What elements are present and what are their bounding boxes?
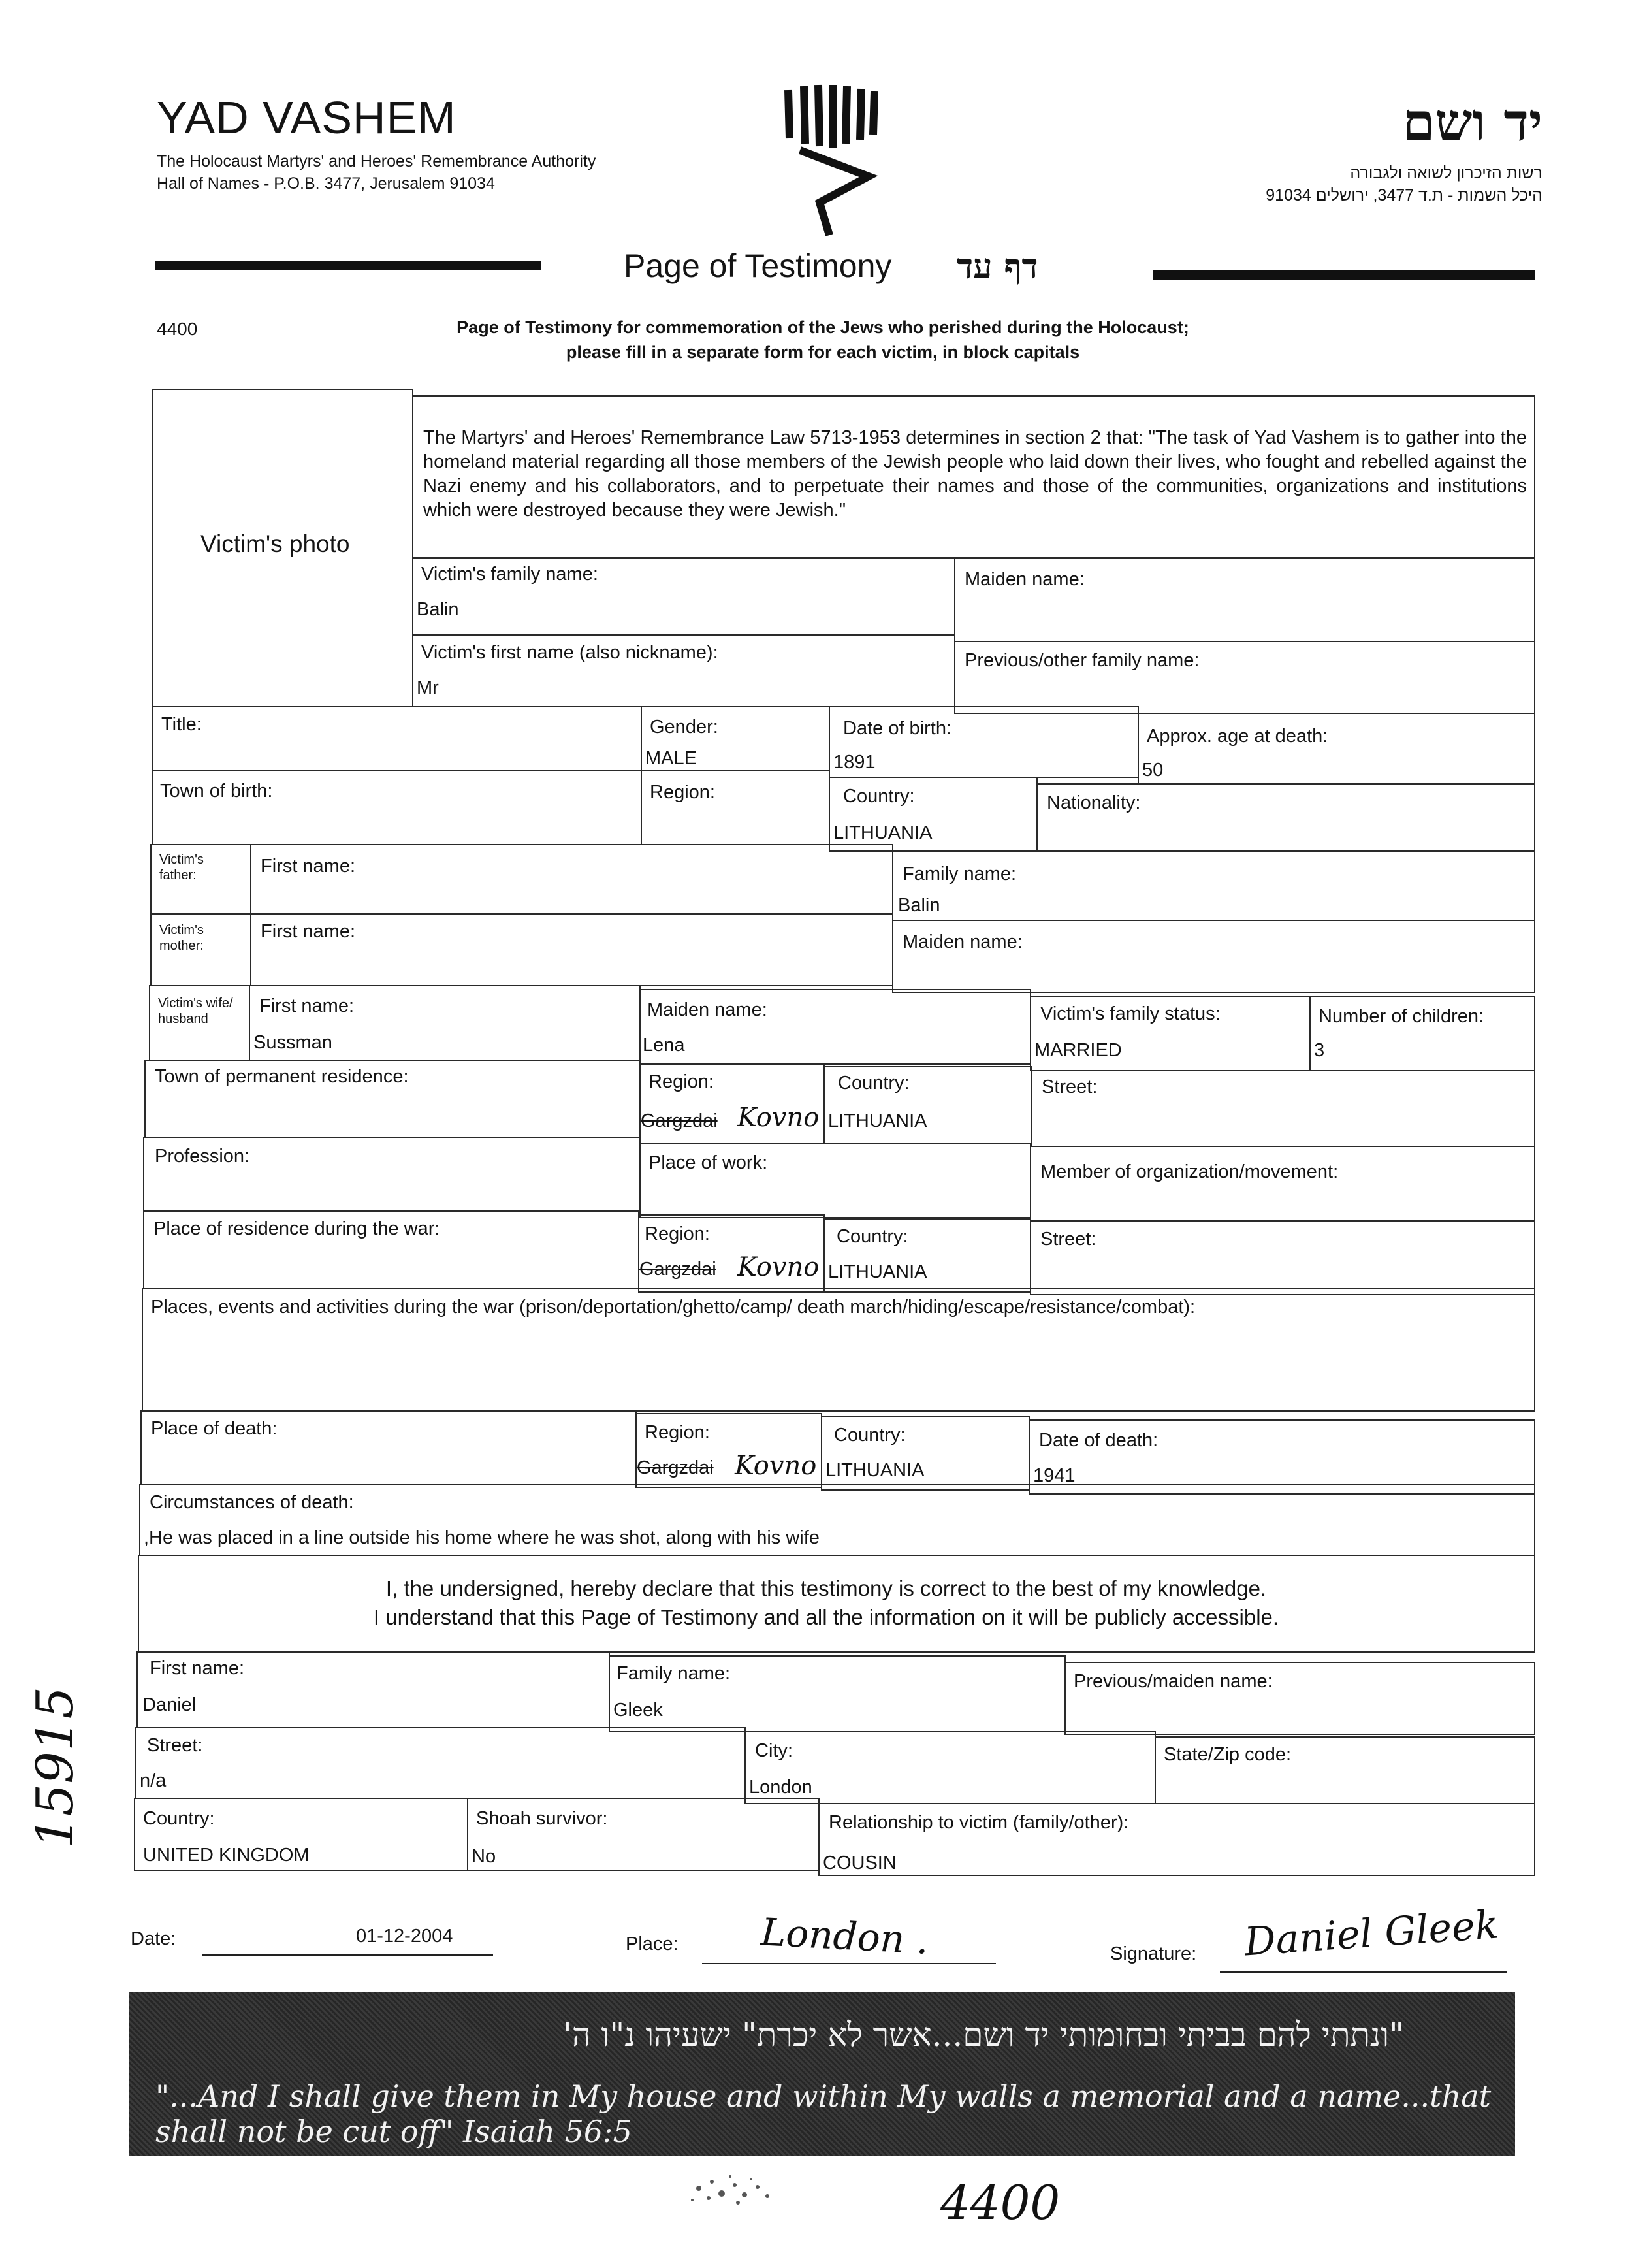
spouse-maiden-name-label: Maiden name: [647, 999, 767, 1020]
spouse-side-label: Victim's wife/ husband [158, 996, 233, 1026]
war-residence-field[interactable] [143, 1210, 639, 1289]
submitter-previous-name-label: Previous/maiden name: [1074, 1671, 1273, 1692]
war-region-handwritten: Kovno [737, 1252, 820, 1282]
number-of-children-field[interactable] [1309, 996, 1535, 1071]
previous-family-name-field[interactable] [954, 641, 1535, 714]
ink-smudge [673, 2162, 797, 2214]
circumstances-field[interactable] [139, 1484, 1535, 1556]
birth-country-field[interactable] [829, 777, 1038, 852]
father-side-label: Victim's father: [159, 852, 204, 883]
relationship-label: Relationship to victim (family/other): [829, 1812, 1129, 1833]
page-title-hebrew: דף עד [957, 247, 1038, 287]
submitter-country-field[interactable] [134, 1798, 468, 1871]
signoff-place-line [702, 1963, 996, 1964]
death-region-field[interactable] [635, 1413, 822, 1488]
place-of-work-label: Place of work: [648, 1152, 768, 1173]
title-label: Title: [161, 714, 202, 735]
spouse-side-label-box [149, 985, 250, 1061]
hebrew-authority [1266, 162, 1543, 206]
mother-maiden-name-label: Maiden name: [903, 932, 1023, 952]
age-at-death-field[interactable] [1138, 713, 1535, 785]
submitter-state-field[interactable] [1155, 1736, 1535, 1804]
date-of-death-label: Date of death: [1039, 1430, 1159, 1451]
victim-family-name-field[interactable] [412, 557, 955, 636]
bottom-handwritten-number: 4400 [940, 2175, 1061, 2230]
mother-first-name-label: First name: [261, 921, 356, 942]
mother-maiden-name-field[interactable] [892, 920, 1535, 993]
submitter-family-name-field[interactable] [609, 1655, 1066, 1732]
place-of-work-field[interactable] [639, 1143, 1031, 1218]
shoah-survivor-value: No [472, 1846, 496, 1867]
family-status-value: MARRIED [1034, 1040, 1122, 1061]
family-status-field[interactable] [1030, 996, 1311, 1071]
submitter-first-name-field[interactable] [136, 1651, 610, 1728]
residence-region-handwritten: Kovno [737, 1103, 820, 1133]
permanent-residence-field[interactable] [144, 1060, 641, 1138]
submitter-country-value: UNITED KINGDOM [143, 1845, 310, 1866]
age-value: 50 [1142, 760, 1164, 781]
shoah-survivor-field[interactable] [467, 1798, 820, 1871]
residence-region-label: Region: [648, 1071, 714, 1092]
page-title: Page of Testimony [624, 248, 892, 284]
birth-region-field[interactable] [641, 770, 830, 845]
war-region-label: Region: [645, 1223, 710, 1244]
children-value: 3 [1314, 1040, 1325, 1061]
date-of-birth-field[interactable] [829, 706, 1139, 778]
submitter-first-name-label: First name: [150, 1658, 245, 1679]
dob-label: Date of birth: [843, 718, 952, 739]
footer-english-quote: "...And I shall give them in My house and within My walls a memorial and a name...that shall not be cut off" Isaiah 56:5 [155, 2079, 1492, 2149]
residence-country-value: LITHUANIA [828, 1110, 927, 1131]
profession-field[interactable] [143, 1137, 641, 1212]
signature-line [1220, 1971, 1507, 1973]
residence-street-field[interactable] [1031, 1070, 1535, 1147]
death-country-value: LITHUANIA [825, 1460, 925, 1481]
submitter-city-value: London [749, 1777, 812, 1798]
previous-family-name-label: Previous/other family name: [965, 650, 1200, 671]
father-side-label-box [150, 844, 251, 915]
mother-first-name-field[interactable] [250, 913, 893, 986]
birth-country-label: Country: [843, 786, 915, 807]
war-residence-label: Place of residence during the war: [153, 1218, 440, 1239]
authority-line: The Holocaust Martyrs' and Heroes' Remembrance Authority [157, 152, 596, 170]
heb-authority-line: רשות הזיכרון לשואה ולגבורה [1350, 164, 1543, 182]
signature-handwritten[interactable]: Daniel Gleek [1243, 1902, 1500, 1966]
town-of-birth-label: Town of birth: [160, 781, 273, 802]
law-text: The Martyrs' and Heroes' Remembrance Law 5713-1953 determines in section 2 that: "The task of Yad Vashem is to gather into the homeland material regarding all those members of the Jewish people who laid down their lives, who fought and rebelled against the Nazi enemy and his collaborators, and to perpetuate their names and those of the communities, organizations and institutions which were destroyed because they were Jewish." [423, 427, 1527, 521]
signoff-date-line [202, 1954, 493, 1956]
dob-value: 1891 [833, 752, 876, 773]
submitter-city-label: City: [755, 1740, 793, 1761]
signoff-place-handwritten[interactable]: London . [760, 1909, 930, 1963]
header-rule-right [1153, 270, 1535, 280]
nationality-label: Nationality: [1047, 792, 1141, 813]
war-region-field[interactable] [638, 1214, 825, 1293]
org-authority [157, 150, 596, 195]
father-family-name-field[interactable] [892, 850, 1535, 921]
title-field[interactable] [152, 706, 642, 771]
hebrew-org-name: יד ושם [1402, 91, 1543, 153]
father-family-name-label: Family name: [903, 864, 1017, 884]
circumstances-value: ,He was placed in a line outside his home where he was shot, along with his wife [144, 1527, 820, 1548]
victim-first-name-label: Victim's first name (also nickname): [421, 642, 718, 663]
war-events-field[interactable] [142, 1288, 1535, 1412]
spouse-maiden-name-value: Lena [643, 1035, 685, 1056]
residence-country-label: Country: [838, 1073, 910, 1094]
member-organization-label: Member of organization/movement: [1040, 1161, 1339, 1182]
victim-first-name-value: Mr [417, 677, 439, 698]
form-number: 4400 [157, 319, 198, 339]
residence-region-typed: Gargzdai [641, 1110, 718, 1131]
town-of-birth-field[interactable] [152, 770, 642, 845]
header-rule-left [155, 261, 541, 270]
spouse-first-name-label: First name: [259, 996, 355, 1016]
birth-country-value: LITHUANIA [833, 822, 933, 843]
instructions-line1: Page of Testimony for commemoration of the Jews who perished during the Holocaust; [456, 317, 1189, 337]
submitter-street-label: Street: [147, 1735, 203, 1756]
gender-value: MALE [645, 748, 697, 769]
nationality-field[interactable] [1036, 783, 1535, 852]
death-region-typed: Gargzdai [637, 1457, 714, 1478]
spouse-maiden-name-field[interactable] [639, 989, 1031, 1065]
submitter-state-label: State/Zip code: [1164, 1744, 1292, 1765]
relationship-value: COUSIN [823, 1853, 897, 1873]
residence-country-field[interactable] [824, 1066, 1032, 1144]
signoff-date-value[interactable]: 01-12-2004 [356, 1926, 453, 1947]
signoff-date-label: Date: [131, 1928, 176, 1949]
submitter-street-field[interactable] [135, 1727, 746, 1799]
date-of-death-value: 1941 [1033, 1465, 1076, 1486]
family-status-label: Victim's family status: [1040, 1003, 1221, 1024]
org-name: YAD VASHEM [157, 92, 456, 143]
victim-family-name-value: Balin [417, 599, 459, 620]
place-of-death-field[interactable] [140, 1410, 637, 1485]
member-organization-field[interactable] [1030, 1146, 1535, 1221]
mother-side-label-box [150, 913, 251, 986]
death-country-field[interactable] [821, 1416, 1030, 1491]
instructions-line2: please fill in a separate form for each victim, in block capitals [566, 342, 1080, 362]
father-first-name-label: First name: [261, 856, 356, 877]
death-region-label: Region: [645, 1422, 710, 1443]
gender-field[interactable] [641, 706, 830, 771]
residence-street-label: Street: [1042, 1077, 1098, 1097]
victim-photo-box [152, 389, 413, 707]
war-events-label: Places, events and activities during the war (prison/deportation/ghetto/camp/ death march/hiding/escape/resistance/combat): [151, 1297, 1196, 1318]
age-label: Approx. age at death: [1147, 726, 1328, 747]
father-first-name-field[interactable] [250, 844, 893, 915]
war-country-value: LITHUANIA [828, 1261, 927, 1282]
father-family-name-value: Balin [898, 895, 940, 916]
submitter-family-name-label: Family name: [616, 1663, 731, 1684]
victim-first-name-field[interactable] [412, 634, 955, 707]
place-of-death-label: Place of death: [151, 1418, 278, 1439]
war-country-field[interactable] [824, 1218, 1031, 1293]
submitter-street-value: n/a [140, 1770, 167, 1791]
submitter-country-label: Country: [143, 1808, 215, 1829]
yad-vashem-menorah-logo [780, 78, 878, 242]
maiden-name-label: Maiden name: [965, 569, 1085, 590]
submitter-first-name-value: Daniel [142, 1694, 197, 1715]
war-street-label: Street: [1040, 1229, 1096, 1250]
signature-label: Signature: [1110, 1943, 1197, 1964]
war-country-label: Country: [837, 1226, 908, 1247]
date-of-death-field[interactable] [1029, 1419, 1535, 1495]
footer-hebrew-quote: "ונתתי להם בביתי ובחומותי יד ושם...אשר לא יכרת" ישעיהו נ"ו ה' [563, 2016, 1404, 2054]
footer-quote-band [129, 1992, 1515, 2156]
shoah-survivor-label: Shoah survivor: [476, 1808, 608, 1829]
relationship-field[interactable] [818, 1803, 1535, 1876]
gender-label: Gender: [650, 717, 718, 737]
circumstances-label: Circumstances of death: [150, 1492, 354, 1513]
declaration-line1: I, the undersigned, hereby declare that this testimony is correct to the best of my knowledge. [385, 1576, 1267, 1600]
death-region-handwritten: Kovno [735, 1451, 817, 1481]
heb-address-line: היכל השמות - ת.ד 3477, ירושלים 91034 [1266, 186, 1543, 204]
death-country-label: Country: [834, 1425, 906, 1446]
children-label: Number of children: [1319, 1006, 1484, 1027]
war-region-typed: Gargzdai [639, 1259, 716, 1280]
permanent-residence-label: Town of permanent residence: [155, 1066, 409, 1087]
submitter-previous-name-field[interactable] [1064, 1662, 1535, 1735]
profession-label: Profession: [155, 1146, 250, 1167]
spouse-first-name-field[interactable] [249, 985, 641, 1061]
declaration-line2: I understand that this Page of Testimony and all the information on it will be publicly accessible. [373, 1605, 1279, 1629]
victim-photo-label: Victim's photo [200, 530, 350, 557]
mother-side-label: Victim's mother: [159, 923, 204, 953]
margin-handwritten-number: 15915 [26, 1686, 85, 1849]
victim-family-name-label: Victim's family name: [421, 564, 598, 585]
instructions [366, 315, 1280, 364]
signoff-place-label: Place: [626, 1934, 679, 1954]
birth-region-label: Region: [650, 782, 715, 803]
maiden-name-field[interactable] [954, 557, 1535, 642]
spouse-first-name-value: Sussman [253, 1032, 332, 1053]
address-line: Hall of Names - P.O.B. 3477, Jerusalem 91034 [157, 174, 495, 193]
submitter-family-name-value: Gleek [613, 1700, 663, 1721]
declaration-text [137, 1574, 1515, 1632]
war-street-field[interactable] [1030, 1221, 1535, 1295]
residence-region-field[interactable] [639, 1063, 825, 1144]
submitter-city-field[interactable] [744, 1731, 1156, 1804]
